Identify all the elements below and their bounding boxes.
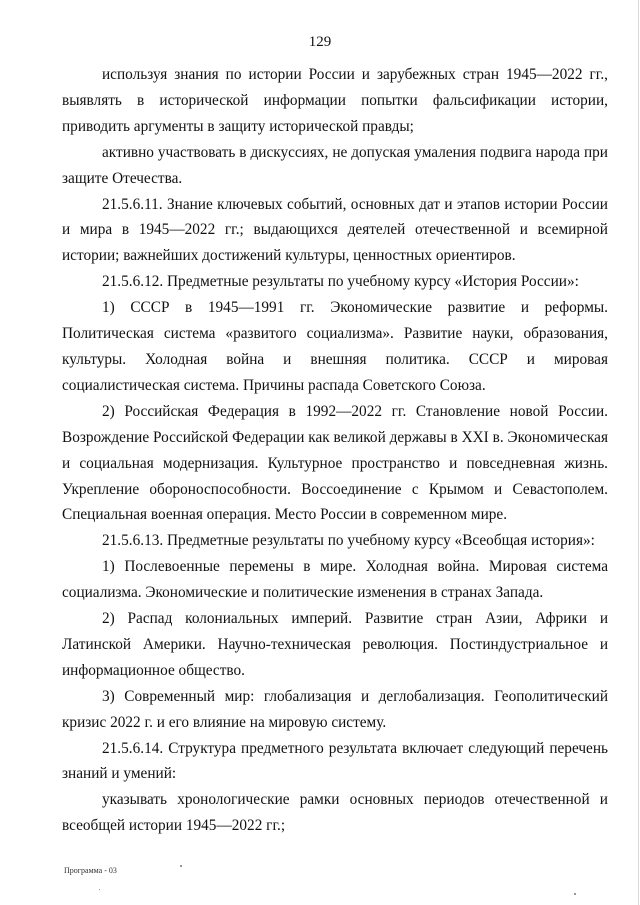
footer-label: Программа - 03 — [64, 866, 117, 875]
scan-edge-line — [638, 0, 639, 905]
list-item: 2) Распад колониальных империй. Развитие стран Азии, Африки и Латинской Америки. Научно-техническая революция. Постиндустриальное и информационное общество. — [62, 610, 608, 679]
paragraph: указывать хронологические рамки основных периодов отечественной и всеобщей истории 1945—2022 гг.; — [62, 791, 608, 835]
paragraph: активно участвовать в дискуссиях, не допуская умаления подвига народа при защите Отечества. — [62, 143, 608, 187]
scan-speck — [99, 889, 100, 890]
paragraph: 21.5.6.14. Структура предметного результата включает следующий перечень знаний и умений: — [62, 739, 608, 783]
section-heading: 21.5.6.13. Предметные результаты по учебному курсу «Всеобщая история»: — [102, 532, 595, 550]
paragraph: используя знания по истории России и зарубежных стран 1945—2022 гг., выявлять в исторической информации попытки фальсификации истории, приводить аргументы в защиту исторической правды; — [62, 66, 608, 135]
scan-speck — [574, 893, 576, 895]
list-item: 2) Российская Федерация в 1992—2022 гг. Становление новой России. Возрождение Российской Федерации как великой державы в XXI в. Экономическая и социальная модернизация. Культурное пространство и повседневная жизнь. Укрепление обороноспособности. Воссоединение с Крымом и Севастополем. Специальная военная операция. Место России в современном мире. — [62, 402, 608, 524]
list-item: 3) Современный мир: глобализация и деглобализация. Геополитический кризис 2022 г. и его влияние на мировую систему. — [62, 687, 608, 731]
section-heading: 21.5.6.12. Предметные результаты по учебному курсу «История России»: — [102, 273, 579, 291]
page-number: 129 — [308, 34, 332, 50]
list-item: 1) СССР в 1945—1991 гг. Экономические развитие и реформы. Политическая система «развитого социализма». Развитие науки, образования, культуры. Холодная война и внешняя политика. СССР и мировая социалистическая система. Причины распада Советского Союза. — [62, 299, 608, 394]
scan-speck — [180, 865, 182, 867]
body-text — [62, 62, 608, 839]
paragraph: 21.5.6.11. Знание ключевых событий, основных дат и этапов истории России и мира в 1945—2022 гг.; выдающихся деятелей отечественной и всемирной истории; важнейших достижений культуры, ценностных ориентиров. — [62, 195, 608, 265]
list-item: 1) Послевоенные перемены в мире. Холодная война. Мировая система социализма. Экономические и политические изменения в странах Запада. — [62, 558, 608, 602]
